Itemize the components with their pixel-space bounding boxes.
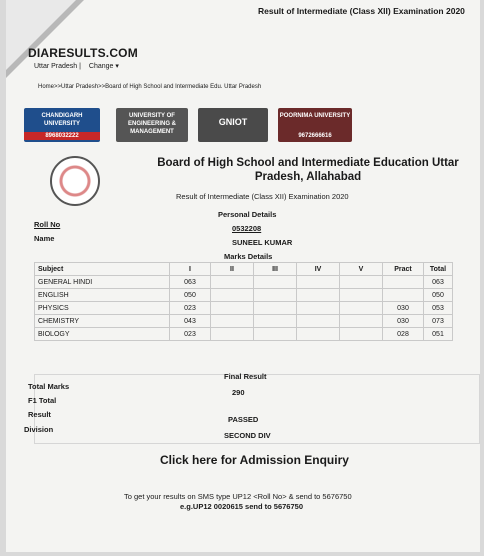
state-name: Uttar Pradesh	[34, 63, 78, 70]
marks-cell: 063	[170, 276, 211, 289]
sms-example: e.g.UP12 0020615 send to 5676750	[180, 502, 303, 511]
ad-name: CHANDIGARH UNIVERSITY	[41, 113, 83, 127]
f1-total-label: F1 Total	[28, 396, 57, 405]
roll-no-label: Roll No	[34, 220, 61, 229]
marks-details-heading: Marks Details	[224, 252, 273, 261]
state-divider: |	[79, 63, 81, 70]
total-marks-value: 290	[232, 388, 245, 397]
col-subject: Subject	[35, 263, 170, 276]
ad-chandigarh-university[interactable]	[24, 108, 100, 142]
breadcrumb-board: Board of High School and Intermediate Edu. Uttar Pradesh	[105, 84, 262, 90]
table-row	[35, 328, 453, 341]
total-cell: 073	[424, 315, 453, 328]
board-seal-icon	[50, 156, 100, 206]
division-value: SECOND DIV	[224, 431, 271, 440]
site-logo[interactable]: DIARESULTS.COM	[28, 46, 138, 60]
table-row	[35, 315, 453, 328]
pract-cell: 028	[383, 328, 424, 341]
col-total: Total	[424, 263, 453, 276]
subject-cell: ENGLISH	[35, 289, 170, 302]
table-row	[35, 302, 453, 315]
change-state-link[interactable]: Change ▾	[88, 63, 119, 70]
roll-no-value: 0532208	[232, 224, 262, 233]
pract-cell	[383, 276, 424, 289]
ad-name: POORNIMA UNIVERSITY	[279, 113, 351, 119]
final-result-heading: Final Result	[224, 372, 267, 381]
total-cell: 053	[424, 302, 453, 315]
subject-cell: PHYSICS	[35, 302, 170, 315]
breadcrumb-home[interactable]: Home	[38, 84, 55, 90]
ad-poornima[interactable]	[278, 108, 352, 142]
state-selector	[34, 62, 119, 70]
page-title: Result of Intermediate (Class XII) Examination 2020	[258, 6, 465, 16]
ad-name: UNIVERSITY OF ENGINEERING & MANAGEMENT	[127, 113, 176, 135]
result-subtitle: Result of Intermediate (Class XII) Examination 2020	[176, 192, 349, 201]
total-cell: 063	[424, 276, 453, 289]
col-iii: III	[254, 263, 297, 276]
name-label: Name	[34, 234, 55, 243]
col-i: I	[170, 263, 211, 276]
col-ii: II	[211, 263, 254, 276]
admission-enquiry-link[interactable]: Click here for Admission Enquiry	[160, 453, 349, 467]
result-page	[6, 0, 480, 552]
result-label: Result	[28, 410, 51, 419]
col-pract: Pract	[383, 263, 424, 276]
subject-cell: CHEMISTRY	[35, 315, 170, 328]
subject-cell: BIOLOGY	[35, 328, 170, 341]
breadcrumb-sep: >>	[98, 84, 106, 90]
board-name: Board of High School and Intermediate Education Uttar Pradesh, Allahabad	[157, 157, 459, 183]
col-iv: IV	[297, 263, 340, 276]
division-label: Division	[24, 425, 54, 434]
sms-instructions: To get your results on SMS type UP12 <Roll No> & send to 5676750	[124, 492, 352, 501]
breadcrumb-sep: >>	[54, 84, 62, 90]
total-cell: 050	[424, 289, 453, 302]
breadcrumb-state[interactable]: Uttar Pradesh	[61, 84, 99, 90]
result-value: PASSED	[228, 415, 259, 424]
marks-cell: 043	[170, 315, 211, 328]
marks-cell: 050	[170, 289, 211, 302]
ad-uem[interactable]	[116, 108, 188, 142]
marks-cell: 023	[170, 328, 211, 341]
marks-header-row	[35, 263, 453, 276]
subject-cell: GENERAL HINDI	[35, 276, 170, 289]
ad-phone: 8968032222	[24, 132, 100, 140]
total-cell: 051	[424, 328, 453, 341]
name-value: SUNEEL KUMAR	[232, 238, 293, 247]
table-row	[35, 289, 453, 302]
breadcrumb	[38, 84, 261, 90]
pract-cell	[383, 289, 424, 302]
ad-name: GNIOT	[218, 117, 248, 127]
total-marks-label: Total Marks	[28, 382, 70, 391]
marks-table	[34, 262, 453, 341]
marks-cell: 023	[170, 302, 211, 315]
pract-cell: 030	[383, 315, 424, 328]
col-v: V	[340, 263, 383, 276]
pract-cell: 030	[383, 302, 424, 315]
personal-details-heading: Personal Details	[218, 210, 277, 219]
ad-phone: 9672666616	[298, 133, 332, 139]
ad-gniot[interactable]	[198, 108, 268, 142]
table-row	[35, 276, 453, 289]
